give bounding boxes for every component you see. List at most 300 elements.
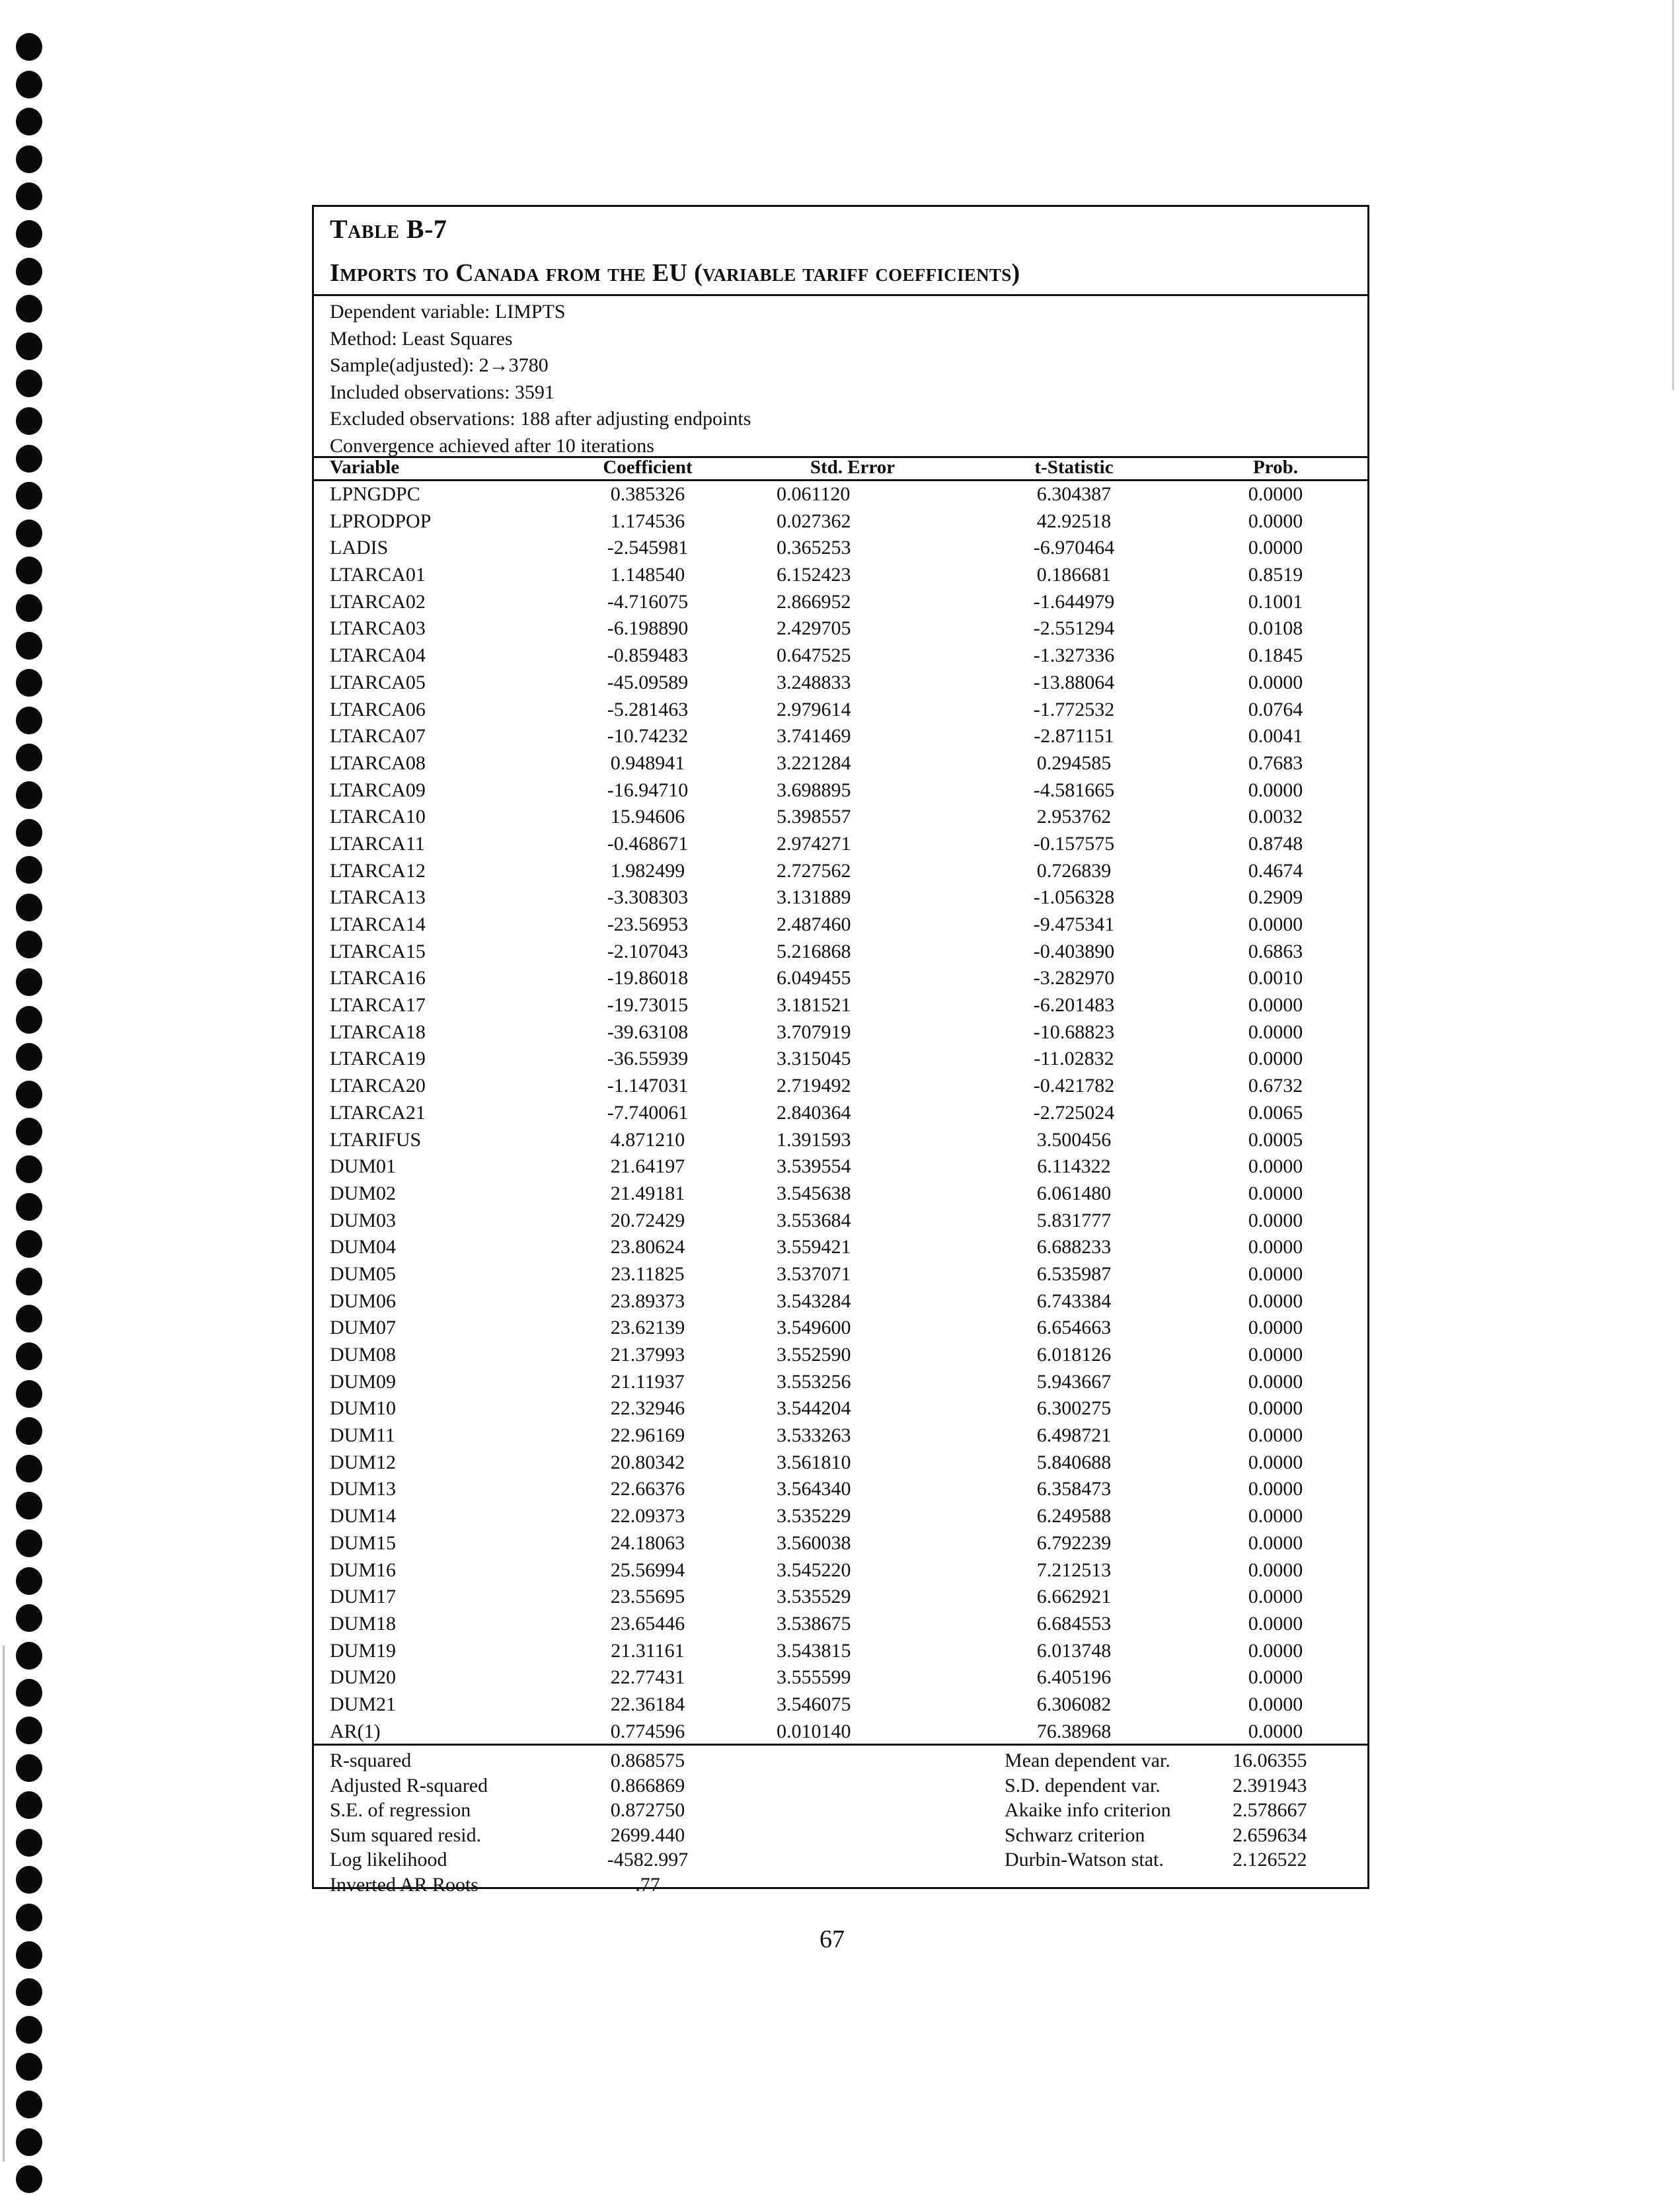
table-row [314, 615, 1367, 642]
binding-hole [16, 332, 42, 360]
table-row [314, 562, 1367, 589]
t-statistic-cell: -3.282970 [1033, 967, 1115, 989]
binding-hole [16, 1791, 42, 1819]
binding-hole [16, 1529, 42, 1557]
coefficient-cell: -36.55939 [607, 1048, 689, 1070]
prob-cell: 0.8519 [1248, 564, 1303, 586]
binding-hole [16, 445, 42, 473]
variable-cell: LADIS [330, 537, 389, 559]
t-statistic-cell: -6.970464 [1033, 537, 1115, 559]
stat-value: 0.872750 [610, 1799, 685, 1821]
t-statistic-cell: 6.498721 [1036, 1424, 1112, 1447]
binding-hole [16, 1904, 42, 1931]
coefficient-cell: -45.09589 [607, 671, 689, 693]
coefficient-cell: -2.545981 [607, 537, 689, 559]
binding-hole [16, 2053, 42, 2081]
variable-cell: DUM10 [330, 1397, 397, 1420]
coefficient-cell: -19.73015 [607, 994, 689, 1017]
stat-label: S.D. dependent var. [1005, 1774, 1161, 1797]
table-row [314, 1288, 1367, 1315]
binding-hole [16, 1941, 42, 1969]
table-row [314, 1664, 1367, 1691]
binding-hole [16, 931, 42, 958]
coefficient-cell: 0.948941 [610, 752, 685, 774]
table-row [314, 508, 1367, 535]
binding-hole [16, 1305, 42, 1333]
std-error-cell: 3.546075 [777, 1693, 851, 1715]
stat-value: 0.868575 [610, 1750, 685, 1771]
binding-hole [16, 1455, 42, 1483]
t-statistic-cell: -6.201483 [1033, 994, 1115, 1017]
table-row [314, 1315, 1367, 1342]
table-row [314, 911, 1367, 939]
variable-cell: LTARCA15 [330, 940, 426, 962]
std-error-cell: 3.549600 [777, 1317, 851, 1339]
t-statistic-cell: 0.186681 [1036, 564, 1112, 586]
variable-cell: DUM14 [330, 1505, 397, 1527]
table-row [314, 1584, 1367, 1611]
table-row [314, 965, 1367, 992]
variable-cell: LTARCA05 [330, 671, 426, 693]
variable-cell: LTARCA07 [330, 725, 426, 748]
coefficient-cell: 20.72429 [610, 1209, 685, 1231]
t-statistic-cell: -1.327336 [1033, 644, 1115, 667]
coefficient-cell: 24.18063 [610, 1531, 685, 1554]
stat-value: 16.06355 [1233, 1750, 1307, 1771]
column-header: Prob. [1253, 457, 1298, 478]
std-error-cell: 3.545638 [777, 1182, 851, 1204]
t-statistic-cell: -4.581665 [1033, 779, 1115, 801]
std-error-cell: 0.027362 [777, 510, 851, 532]
std-error-cell: 3.552590 [777, 1344, 851, 1366]
prob-cell: 0.0000 [1248, 1478, 1303, 1500]
table-row [314, 1719, 1367, 1746]
variable-cell: LTARCA01 [330, 564, 426, 586]
variable-cell: DUM13 [330, 1478, 397, 1500]
variable-cell: DUM07 [330, 1317, 397, 1339]
binding-hole [16, 1717, 42, 1744]
coefficient-grid [314, 457, 1367, 1745]
prob-cell: 0.4674 [1248, 859, 1303, 882]
meta-line: Method: Least Squares [330, 327, 513, 350]
coefficient-cell: -1.147031 [607, 1075, 689, 1097]
coefficient-cell: -0.468671 [607, 832, 689, 855]
stat-row [314, 1847, 1367, 1873]
prob-cell: 0.0065 [1248, 1101, 1303, 1124]
variable-cell: DUM03 [330, 1209, 397, 1231]
variable-cell: DUM06 [330, 1290, 397, 1312]
prob-cell: 0.0000 [1248, 510, 1303, 532]
variable-cell: LTARCA16 [330, 967, 426, 989]
table-row [314, 1342, 1367, 1369]
coefficient-cell: 25.56994 [610, 1559, 685, 1581]
table-row [314, 1208, 1367, 1235]
table-row [314, 1395, 1367, 1422]
binding-hole [16, 1492, 42, 1520]
stat-value: -4582.997 [607, 1849, 689, 1871]
column-header: Coefficient [603, 457, 693, 478]
t-statistic-cell: 5.943667 [1036, 1370, 1112, 1393]
table-row [314, 1234, 1367, 1261]
coefficient-cell: 22.66376 [610, 1478, 685, 1500]
coefficient-cell: -4.716075 [607, 590, 689, 613]
std-error-cell: 3.564340 [777, 1478, 851, 1500]
variable-cell: DUM09 [330, 1370, 397, 1393]
binding-hole [16, 1380, 42, 1408]
binding-hole [16, 369, 42, 397]
std-error-cell: 3.561810 [777, 1451, 851, 1473]
std-error-cell: 3.560038 [777, 1531, 851, 1554]
binding-hole [16, 182, 42, 210]
t-statistic-cell: 6.405196 [1036, 1666, 1112, 1689]
table-row [314, 1691, 1367, 1719]
prob-cell: 0.0000 [1248, 1666, 1303, 1689]
table-row [314, 697, 1367, 724]
column-header: t-Statistic [1034, 457, 1114, 478]
stat-row [314, 1748, 1367, 1773]
std-error-cell: 3.543284 [777, 1290, 851, 1312]
std-error-cell: 2.866952 [777, 590, 851, 613]
t-statistic-cell: 6.300275 [1036, 1397, 1112, 1420]
coefficient-cell: 21.49181 [610, 1182, 685, 1204]
binding-hole [16, 1268, 42, 1295]
column-header: Variable [330, 457, 400, 478]
variable-cell: DUM16 [330, 1559, 397, 1581]
prob-cell: 0.0005 [1248, 1128, 1303, 1151]
column-header: Std. Error [810, 457, 896, 478]
variable-cell: DUM21 [330, 1693, 397, 1715]
t-statistic-cell: 6.743384 [1036, 1290, 1112, 1312]
binding-hole [16, 108, 42, 135]
prob-cell: 0.0000 [1248, 1531, 1303, 1554]
stat-label: Schwarz criterion [1005, 1824, 1145, 1846]
std-error-cell: 3.698895 [777, 779, 851, 801]
binding-hole [16, 1829, 42, 1857]
coefficient-cell: 1.148540 [610, 564, 685, 586]
table-row [314, 1476, 1367, 1503]
t-statistic-cell: -2.871151 [1034, 725, 1114, 748]
table-row [314, 777, 1367, 804]
model-info [314, 296, 1367, 458]
t-statistic-cell: -13.88064 [1033, 671, 1115, 693]
std-error-cell: 3.539554 [777, 1155, 851, 1178]
table-row [314, 1557, 1367, 1584]
std-error-cell: 3.741469 [777, 725, 851, 748]
table-row [314, 1073, 1367, 1100]
coefficient-cell: -2.107043 [607, 940, 689, 962]
coefficient-cell: 21.31161 [611, 1639, 685, 1662]
std-error-cell: 3.707919 [777, 1021, 851, 1043]
std-error-cell: 2.979614 [777, 698, 851, 720]
variable-cell: LTARCA03 [330, 617, 426, 640]
t-statistic-cell: 6.662921 [1036, 1586, 1112, 1608]
t-statistic-cell: 6.114322 [1037, 1155, 1111, 1178]
t-statistic-cell: 6.684553 [1036, 1612, 1112, 1635]
page-edge-line [1672, 0, 1674, 390]
prob-cell: 0.1845 [1248, 644, 1303, 667]
variable-cell: LTARCA21 [330, 1101, 426, 1124]
variable-cell: LTARCA13 [330, 886, 426, 909]
coefficient-cell: 22.32946 [610, 1397, 685, 1420]
table-row [314, 1046, 1367, 1073]
binding-hole [16, 968, 42, 996]
coefficient-cell: 21.64197 [610, 1155, 685, 1178]
prob-cell: 0.0000 [1248, 483, 1303, 505]
t-statistic-cell: -0.157575 [1033, 832, 1115, 855]
meta-line: Convergence achieved after 10 iterations [330, 434, 654, 457]
prob-cell: 0.0010 [1248, 967, 1303, 989]
binding-hole [16, 669, 42, 697]
table-row [314, 992, 1367, 1019]
t-statistic-cell: 6.304387 [1036, 483, 1112, 505]
stat-label: Sum squared resid. [330, 1824, 482, 1846]
t-statistic-cell: -2.725024 [1033, 1101, 1115, 1124]
std-error-cell: 3.537071 [777, 1262, 851, 1285]
binding-hole [16, 145, 42, 173]
stat-label: Durbin-Watson stat. [1005, 1849, 1164, 1871]
binding-hole [16, 482, 42, 510]
table-row [314, 750, 1367, 777]
binding-hole [16, 71, 42, 98]
prob-cell: 0.0000 [1248, 994, 1303, 1017]
table-row [314, 1422, 1367, 1449]
coefficient-cell: 21.37993 [610, 1344, 685, 1366]
binding-hole [16, 407, 42, 435]
variable-cell: LTARCA06 [330, 698, 426, 720]
variable-cell: DUM08 [330, 1344, 397, 1366]
binding-hole [16, 781, 42, 809]
stat-row [314, 1798, 1367, 1823]
std-error-cell: 0.061120 [777, 483, 851, 505]
t-statistic-cell: -1.056328 [1033, 886, 1115, 909]
std-error-cell: 3.559421 [777, 1236, 851, 1258]
regression-table [312, 205, 1369, 1896]
coefficient-cell: -6.198890 [607, 617, 689, 640]
binding-hole [16, 2091, 42, 2118]
table-row [314, 1611, 1367, 1638]
coefficient-cell: -16.94710 [607, 779, 689, 801]
coefficient-cell: 22.36184 [610, 1693, 685, 1715]
std-error-cell: 2.727562 [777, 859, 851, 882]
coefficient-cell: 15.94606 [610, 806, 685, 828]
std-error-cell: 2.487460 [777, 913, 851, 935]
table-row [314, 804, 1367, 831]
variable-cell: LTARCA10 [330, 806, 426, 828]
binding-hole [16, 1642, 42, 1670]
variable-cell: LTARCA18 [330, 1021, 426, 1043]
prob-cell: 0.0000 [1248, 1612, 1303, 1635]
prob-cell: 0.0000 [1248, 913, 1303, 935]
binding-hole [16, 1342, 42, 1370]
prob-cell: 0.0000 [1248, 779, 1303, 801]
prob-cell: 0.0000 [1248, 1209, 1303, 1231]
t-statistic-cell: 6.249588 [1036, 1505, 1112, 1527]
std-error-cell: 3.131889 [777, 886, 851, 909]
stat-label: Akaike info criterion [1005, 1799, 1171, 1821]
prob-cell: 0.0764 [1248, 698, 1303, 720]
prob-cell: 0.0000 [1248, 1290, 1303, 1312]
coefficient-cell: 22.77431 [610, 1666, 685, 1689]
variable-cell: LPNGDPC [330, 483, 420, 505]
prob-cell: 0.0000 [1248, 1236, 1303, 1258]
page-number: 67 [820, 1925, 845, 1953]
binding-hole [16, 819, 42, 847]
binding-hole [16, 632, 42, 660]
binding-hole [16, 33, 42, 61]
prob-cell: 0.0041 [1248, 725, 1303, 748]
coefficient-cell: 0.774596 [610, 1720, 685, 1742]
coefficient-cell: 1.982499 [610, 859, 685, 882]
stat-row [314, 1773, 1367, 1798]
binding-hole [16, 1679, 42, 1707]
coefficient-cell: -10.74232 [607, 725, 689, 748]
t-statistic-cell: 6.358473 [1036, 1478, 1112, 1500]
std-error-cell: 2.974271 [777, 832, 851, 855]
std-error-cell: 3.555599 [777, 1666, 851, 1689]
t-statistic-cell: 42.92518 [1036, 510, 1112, 532]
meta-line: Sample(adjusted): 2→3780 [330, 354, 549, 376]
std-error-cell: 3.221284 [777, 752, 851, 774]
meta-line: Excluded observations: 188 after adjusting endpoints [330, 408, 751, 430]
coefficient-cell: 4.871210 [610, 1128, 685, 1151]
std-error-cell: 6.152423 [777, 564, 851, 586]
prob-cell: 0.0108 [1248, 617, 1303, 640]
binding-hole [16, 1417, 42, 1445]
variable-cell: DUM11 [330, 1424, 395, 1447]
table-row [314, 1638, 1367, 1665]
std-error-cell: 3.535229 [777, 1505, 851, 1527]
std-error-cell: 5.398557 [777, 806, 851, 828]
binding-hole [16, 1193, 42, 1221]
binding-hole [16, 2128, 42, 2156]
binding-hole [16, 295, 42, 323]
t-statistic-cell: 6.013748 [1036, 1639, 1112, 1662]
table-row [314, 1449, 1367, 1477]
table-body [314, 481, 1367, 1745]
stat-value: 0.866869 [610, 1774, 685, 1797]
coefficient-cell: -39.63108 [607, 1021, 689, 1043]
stat-label: Inverted AR Roots [330, 1873, 478, 1896]
table-row [314, 481, 1367, 508]
variable-cell: DUM01 [330, 1155, 397, 1178]
t-statistic-cell: 6.792239 [1036, 1531, 1112, 1554]
variable-cell: DUM02 [330, 1182, 397, 1204]
page-edge-line [3, 1646, 5, 2161]
t-statistic-cell: -2.551294 [1033, 617, 1115, 640]
std-error-cell: 2.840364 [777, 1101, 851, 1124]
prob-cell: 0.0000 [1248, 1720, 1303, 1742]
column-header-row [314, 457, 1367, 481]
variable-cell: LTARCA02 [330, 590, 426, 613]
table-title-block [314, 207, 1367, 296]
coefficient-cell: -5.281463 [607, 698, 689, 720]
variable-cell: DUM19 [330, 1639, 397, 1662]
coefficient-cell: 22.09373 [610, 1505, 685, 1527]
prob-cell: 0.6863 [1248, 940, 1303, 962]
prob-cell: 0.0000 [1248, 1021, 1303, 1043]
std-error-cell: 3.315045 [777, 1048, 851, 1070]
table-row [314, 535, 1367, 562]
binding-hole [16, 520, 42, 547]
t-statistic-cell: 3.500456 [1036, 1128, 1112, 1151]
stat-label: Mean dependent var. [1005, 1750, 1170, 1771]
variable-cell: LTARCA20 [330, 1075, 426, 1097]
std-error-cell: 3.545220 [777, 1559, 851, 1581]
t-statistic-cell: 6.654663 [1036, 1317, 1112, 1339]
variable-cell: LTARCA14 [330, 913, 426, 935]
prob-cell: 0.0000 [1248, 1344, 1303, 1366]
std-error-cell: 5.216868 [777, 940, 851, 962]
coefficient-cell: -23.56953 [607, 913, 689, 935]
prob-cell: 0.0000 [1248, 1586, 1303, 1608]
table-row [314, 884, 1367, 911]
prob-cell: 0.0000 [1248, 537, 1303, 559]
stat-label: R-squared [330, 1750, 412, 1771]
variable-cell: LTARCA04 [330, 644, 426, 667]
t-statistic-cell: 5.840688 [1036, 1451, 1112, 1473]
coefficient-cell: 20.80342 [610, 1451, 685, 1473]
table-row [314, 642, 1367, 670]
t-statistic-cell: -10.68823 [1033, 1021, 1115, 1043]
prob-cell: 0.2909 [1248, 886, 1303, 909]
binding-hole [16, 1081, 42, 1108]
table-row [314, 1019, 1367, 1046]
binding-hole [16, 258, 42, 286]
binding-hole [16, 707, 42, 734]
coefficient-cell: 23.65446 [610, 1612, 685, 1635]
std-error-cell: 3.533263 [777, 1424, 851, 1447]
prob-cell: 0.0000 [1248, 1155, 1303, 1178]
prob-cell: 0.0000 [1248, 1424, 1303, 1447]
prob-cell: 0.0000 [1248, 1559, 1303, 1581]
stat-value: 2.126522 [1233, 1849, 1307, 1871]
binding-hole [16, 2165, 42, 2193]
variable-cell: AR(1) [330, 1720, 381, 1742]
variable-cell: DUM20 [330, 1666, 397, 1689]
std-error-cell: 1.391593 [777, 1128, 851, 1151]
variable-cell: DUM05 [330, 1262, 397, 1285]
std-error-cell: 3.553256 [777, 1370, 851, 1393]
std-error-cell: 0.647525 [777, 644, 851, 667]
table-row [314, 1530, 1367, 1557]
std-error-cell: 0.365253 [777, 537, 851, 559]
coefficient-cell: 0.385326 [610, 483, 685, 505]
binding-hole [16, 2016, 42, 2044]
coefficient-cell: 1.174536 [610, 510, 685, 532]
t-statistic-cell: 6.688233 [1036, 1236, 1112, 1258]
coefficient-cell: 23.80624 [610, 1236, 685, 1258]
coefficient-cell: -3.308303 [607, 886, 689, 909]
stat-value: .77 [635, 1873, 660, 1896]
table-row [314, 831, 1367, 858]
binding-hole [16, 1866, 42, 1894]
t-statistic-cell: 0.294585 [1036, 752, 1112, 774]
prob-cell: 0.0000 [1248, 1639, 1303, 1662]
prob-cell: 0.0000 [1248, 1048, 1303, 1070]
binding-hole [16, 1043, 42, 1071]
t-statistic-cell: 0.726839 [1036, 859, 1112, 882]
prob-cell: 0.0000 [1248, 1317, 1303, 1339]
variable-cell: DUM17 [330, 1586, 397, 1608]
stat-value: 2.391943 [1233, 1774, 1307, 1797]
binding-hole [16, 894, 42, 921]
t-statistic-cell: -11.02832 [1034, 1048, 1114, 1070]
variable-cell: LTARCA11 [330, 832, 425, 855]
prob-cell: 0.6732 [1248, 1075, 1303, 1097]
t-statistic-cell: 6.306082 [1036, 1693, 1112, 1715]
binding-holes [8, 33, 48, 2203]
prob-cell: 0.0000 [1248, 1693, 1303, 1715]
